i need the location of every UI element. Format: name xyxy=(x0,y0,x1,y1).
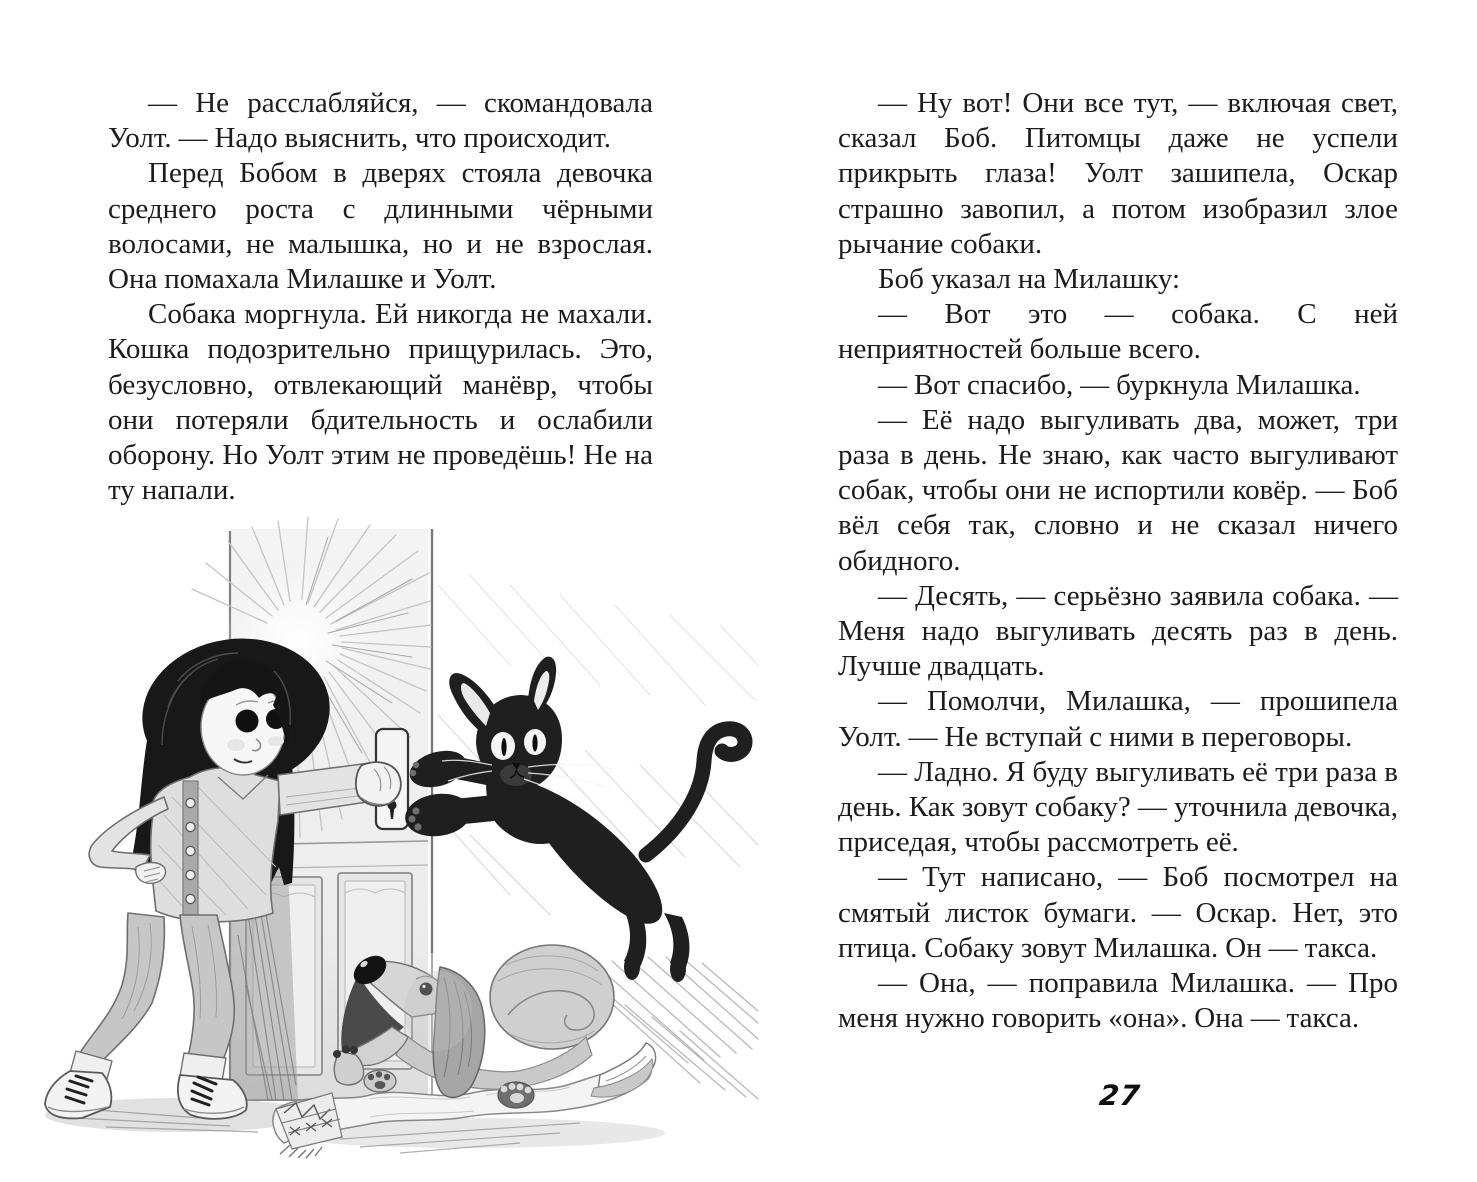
paragraph: — Её надо выгуливать два, может, три раза в день. Не знаю, как часто выгуливают собак, чтобы они не испортили ковёр. — Боб вёл себя так, словно и не сказал ничего обидного. xyxy=(838,403,1398,577)
right-page-text-column xyxy=(838,86,1398,1036)
paragraph: — Вот это — собака. С ней неприятностей больше всего. xyxy=(838,298,1398,366)
paragraph: — Десять, — серьёзно заявила собака. — Меня надо выгуливать десять раз в день. Лучше двадцать. xyxy=(838,579,1398,683)
dog-rear xyxy=(490,945,614,1049)
page-number: 27 xyxy=(1097,1079,1143,1112)
paragraph: — Она, — поправила Милашка. — Про меня нужно говорить «она». Она — такса. xyxy=(838,967,1398,1035)
girl-eye xyxy=(236,710,259,733)
paragraph: — Ладно. Я буду выгуливать её три раза в день. Как зовут собаку? — уточнила девочка, приседая, чтобы рассмотреть её. xyxy=(838,755,1398,859)
rug-rolled-corner xyxy=(591,1043,656,1097)
girl-legs xyxy=(80,913,234,1061)
paragraph: — Не расслабляйся, — скомандовала Уолт. — Надо выяснить, что происходит. xyxy=(108,87,653,155)
paragraph: Собака моргнула. Ей никогда не махали. Кошка подозрительно прищурилась. Это, безусловно, отвлекающий манёвр, чтобы они потеряли бдительность и ослабили оборону. Но Уолт этим не проведёшь! Не на ту напали. xyxy=(108,298,653,507)
paragraph: Боб указал на Милашку: xyxy=(878,263,1181,296)
left-page-text-column xyxy=(108,86,653,508)
dog-hind-paw xyxy=(498,1082,534,1108)
book-illustration xyxy=(40,515,760,1167)
paragraph: — Тут написано, — Боб посмотрел на смятый листок бумаги. — Оскар. Нет, это птица. Собаку зовут Милашка. Он — такса. xyxy=(838,861,1398,964)
cat-head xyxy=(442,657,612,807)
girl-vest xyxy=(151,768,280,922)
paragraph: — Помолчи, Милашка, — прошипела Уолт. — Не вступай с ними в переговоры. xyxy=(838,685,1398,753)
paragraph: — Ну вот! Они все тут, — включая свет, сказал Боб. Питомцы даже не успели прикрыть глаза! Уолт зашипела, Оскар страшно завопил, а потом изобразил злое рычание собаки. xyxy=(838,87,1398,260)
paragraph: Перед Бобом в дверях стояла девочка среднего роста с длинными чёрными волосами, не малышка, но и не взрослая. Она помахала Милашке и Уолт. xyxy=(108,157,653,296)
paragraph: — Вот спасибо, — буркнула Милашка. xyxy=(878,368,1361,401)
cat-tail xyxy=(646,729,745,855)
